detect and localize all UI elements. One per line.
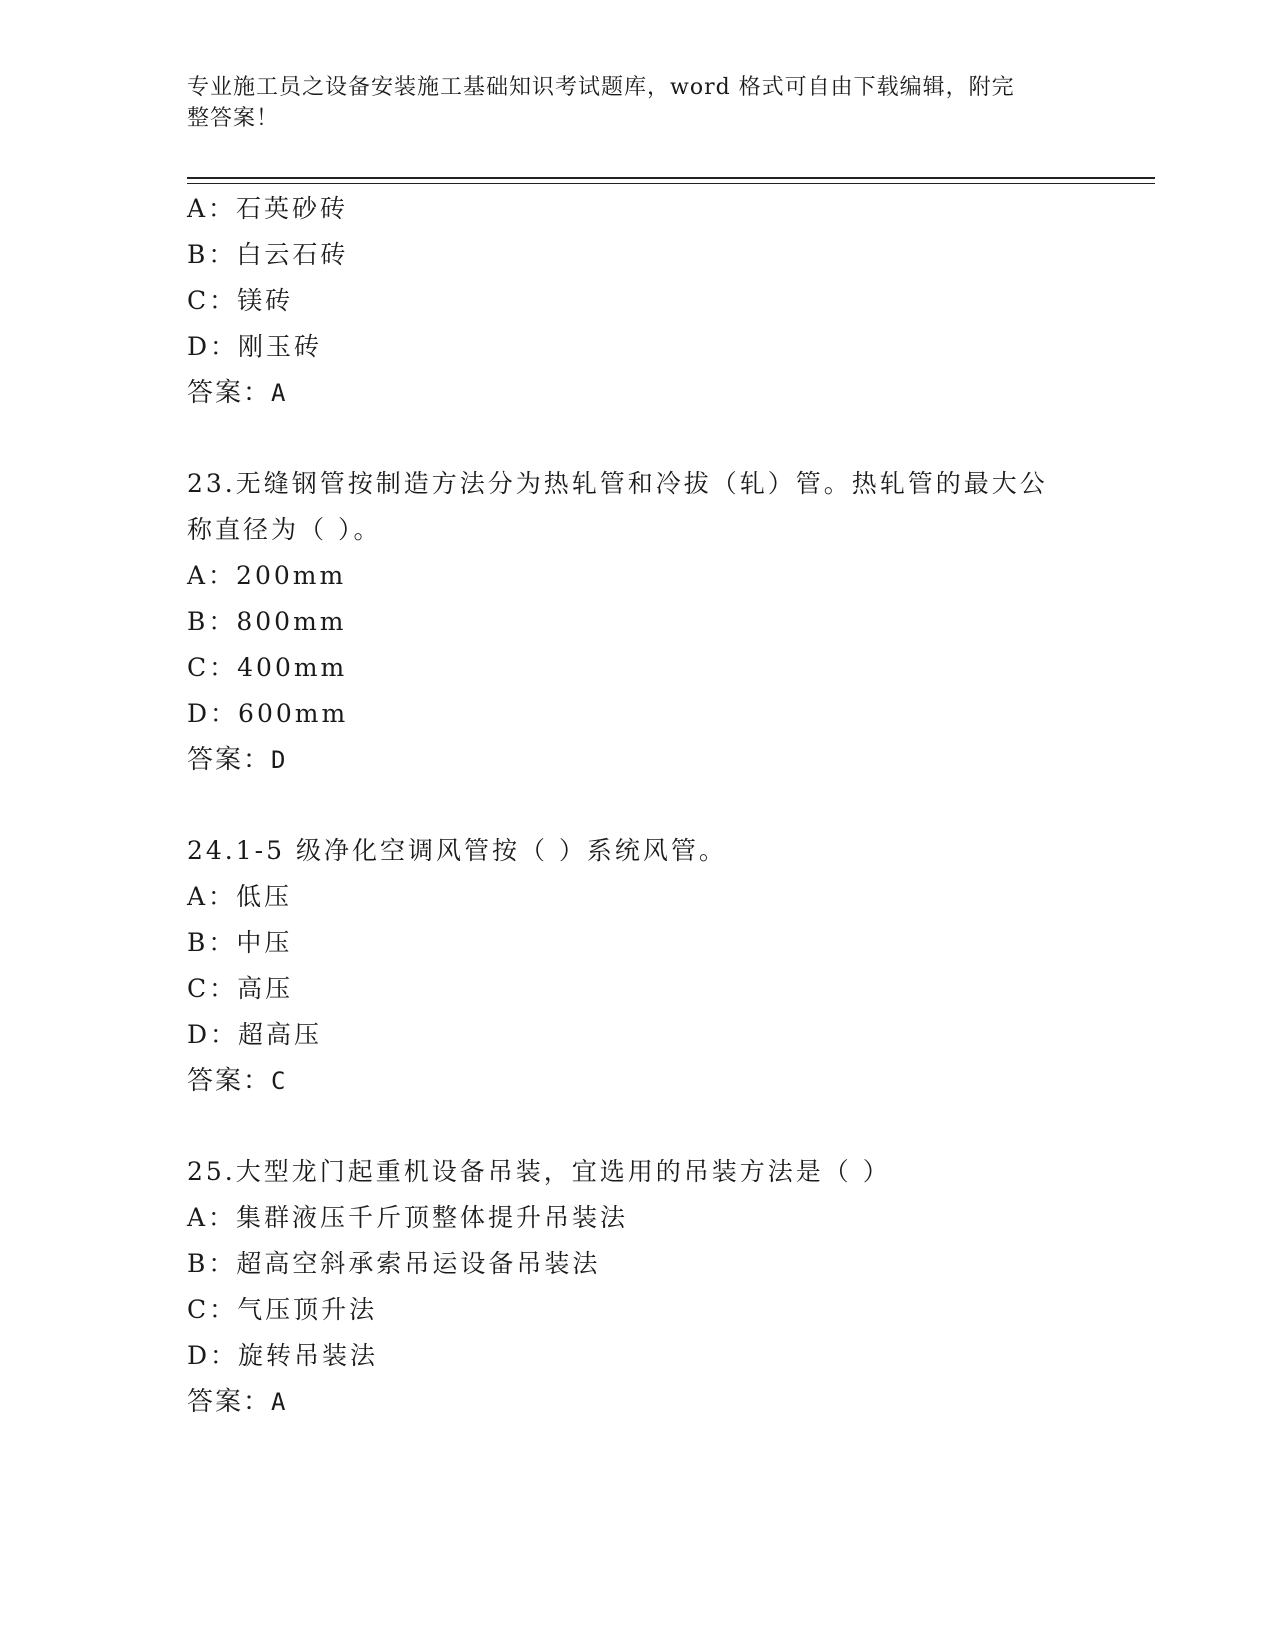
option-a: A：200mm: [187, 561, 347, 590]
answer-value: C: [271, 1067, 289, 1095]
option-c: C：气压顶升法: [187, 1295, 378, 1324]
option-d: D：刚玉砖: [187, 332, 323, 361]
option-b: B：超高空斜承索吊运设备吊装法: [187, 1249, 601, 1278]
option-d: D：600mm: [187, 699, 349, 728]
question-24: [187, 828, 1087, 1104]
answer-value: A: [271, 379, 289, 407]
answer-line: [187, 370, 1087, 416]
answer-label: 答案：: [187, 1387, 272, 1417]
question-stem-line-1: 24.1-5 级净化空调风管按（ ）系统风管。: [187, 836, 727, 865]
option-c: C：镁砖: [187, 286, 294, 315]
option-b: B：中压: [187, 928, 293, 957]
answer-label: 答案：: [187, 745, 272, 775]
option-d: D：超高压: [187, 1020, 323, 1049]
question-stem-line-1: 25.大型龙门起重机设备吊装，宜选用的吊装方法是（ ）: [187, 1157, 891, 1186]
question-22: [187, 186, 1087, 416]
question-25: [187, 1149, 1087, 1425]
option-b: B：800mm: [187, 607, 347, 636]
question-stem-line-2: 称直径为（ ）。: [187, 515, 382, 544]
option-c: C：高压: [187, 974, 294, 1003]
answer-line: [187, 1379, 1087, 1425]
header-line-2: 整答案！: [187, 106, 280, 131]
option-c: C：400mm: [187, 653, 348, 682]
answer-label: 答案：: [187, 378, 272, 408]
document-header: [187, 72, 1087, 134]
option-a: A：低压: [187, 882, 293, 911]
header-rule-thin: [187, 183, 1155, 184]
answer-value: D: [271, 746, 289, 774]
answer-line: [187, 737, 1087, 783]
question-23: [187, 461, 1087, 783]
header-rule-thick: [187, 177, 1155, 179]
option-b: B：白云石砖: [187, 240, 349, 269]
question-stem-line-1: 23.无缝钢管按制造方法分为热轧管和冷拔（轧）管。热轧管的最大公: [187, 469, 1048, 498]
document-body: [187, 186, 1087, 1425]
answer-label: 答案：: [187, 1066, 272, 1096]
answer-value: A: [271, 1388, 289, 1416]
answer-line: [187, 1058, 1087, 1104]
option-d: D：旋转吊装法: [187, 1341, 379, 1370]
option-a: A：集群液压千斤顶整体提升吊装法: [187, 1203, 629, 1232]
header-line-1: 专业施工员之设备安装施工基础知识考试题库，word 格式可自由下载编辑，附完: [187, 75, 1015, 100]
option-a: A：石英砂砖: [187, 194, 349, 223]
